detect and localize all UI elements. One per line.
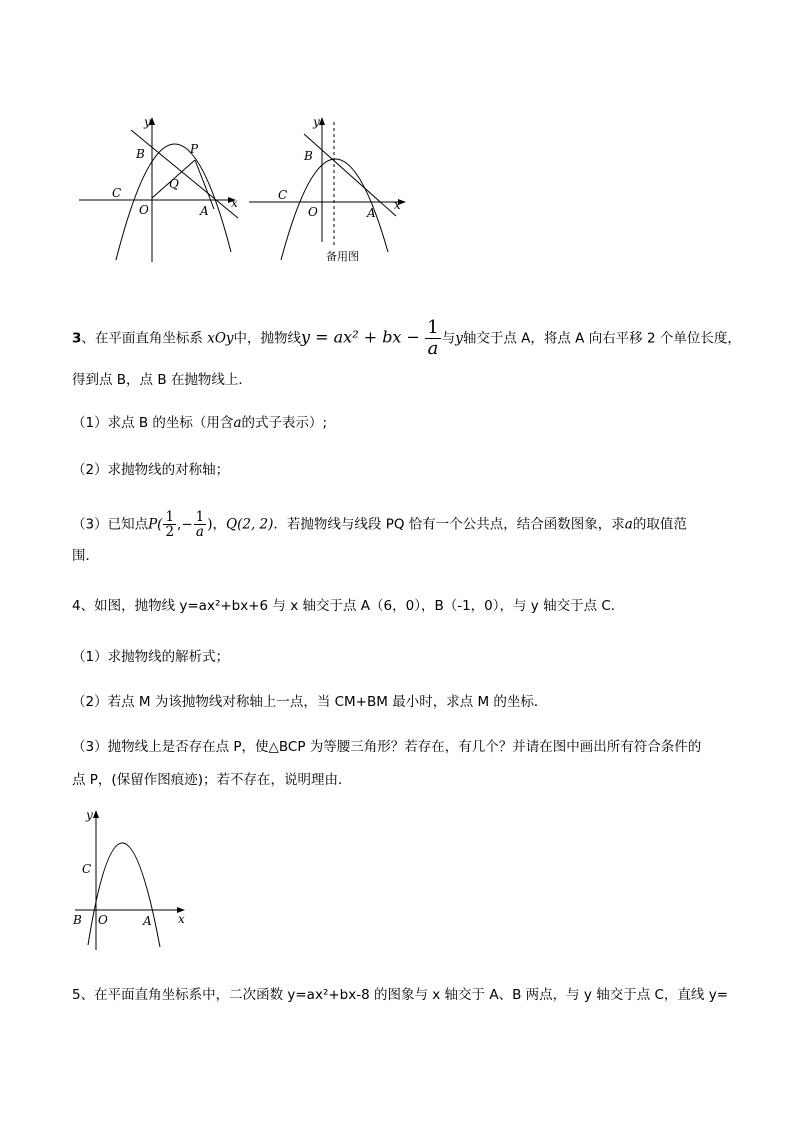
label-y: y [144, 115, 151, 129]
label-C: C [112, 186, 122, 200]
label-A: A [367, 206, 376, 220]
label-Q: Q [169, 177, 179, 191]
q3-text: 与 [441, 330, 456, 347]
q3-part2: （2）求抛物线的对称轴； [72, 462, 230, 478]
q4-part3: （3）抛物线上是否存在点 P，使△BCP 为等腰三角形？若存在，有几个？并请在图中画出所有符合条件的 [72, 739, 702, 755]
q3-line1 [72, 318, 741, 359]
label-C: C [82, 862, 92, 876]
q3-text: 、在平面直角坐标系 [81, 330, 203, 347]
label-B: B [136, 147, 145, 161]
figure-q2-backup [246, 112, 416, 267]
label-B: B [304, 149, 313, 163]
label-O: O [98, 913, 108, 927]
figure-caption: 备用图 [326, 250, 359, 263]
label-x: x [231, 196, 238, 210]
label-O: O [139, 203, 149, 217]
q3-fraction: $\frac{1}{a}$ [427, 317, 439, 359]
q3-xoy: xOy [207, 330, 234, 347]
figure-q2-main [76, 112, 246, 272]
q3-p-fraction-y: $\frac{1}{a}$ [195, 509, 205, 540]
figure-q4 [70, 805, 195, 955]
label-y: y [86, 808, 93, 822]
label-B: B [73, 913, 82, 927]
label-A: A [200, 204, 209, 218]
q3-y: y [455, 330, 463, 347]
q5-line1: 5、在平面直角坐标系中，二次函数 y=ax²+bx-8 的图象与 x 轴交于 A、B 两点，与 y 轴交于点 C，直线 y= [72, 987, 729, 1003]
q3-formula: y = ax² + bx − [301, 327, 420, 347]
label-x: x [178, 912, 185, 926]
q4-part3-cont: 点 P，(保留作图痕迹)；若不存在，说明理由． [72, 772, 352, 788]
q3-part3: （3）已知点P( $\frac{1}{2}$ ,− $\frac{1}{a}$ )，Q(2, 2)．若抛物线与线段 PQ 恰有一个公共点，结合函数图象，求a的取值范 [72, 509, 687, 540]
q4-part2: （2）若点 M 为该抛物线对称轴上一点，当 CM+BM 最小时，求点 M 的坐标． [72, 694, 548, 710]
label-C: C [278, 188, 288, 202]
q3-part3-cont: 围． [72, 548, 99, 564]
label-A: A [143, 914, 152, 928]
q3-line2: 得到点 B，点 B 在抛物线上． [72, 372, 252, 388]
q4-line1: 4、如图，抛物线 y=ax²+bx+6 与 x 轴交于点 A（6，0），B（-1，0），与 y 轴交于点 C． [72, 598, 625, 614]
label-O: O [308, 205, 318, 219]
label-x: x [394, 198, 401, 212]
q3-part1: （1）求点 B 的坐标（用含a的式子表示）; [72, 415, 328, 431]
q3-p-fraction-x: $\frac{1}{2}$ [165, 509, 175, 540]
label-P: P [190, 142, 199, 156]
q3-number: 3 [72, 330, 82, 347]
q4-part1: （1）求抛物线的解析式； [72, 649, 230, 665]
q3-text: 轴交于点 A，将点 A 向右平移 2 个单位长度， [462, 330, 741, 347]
label-y: y [313, 115, 320, 129]
q3-text: 中，抛物线 [233, 330, 302, 347]
